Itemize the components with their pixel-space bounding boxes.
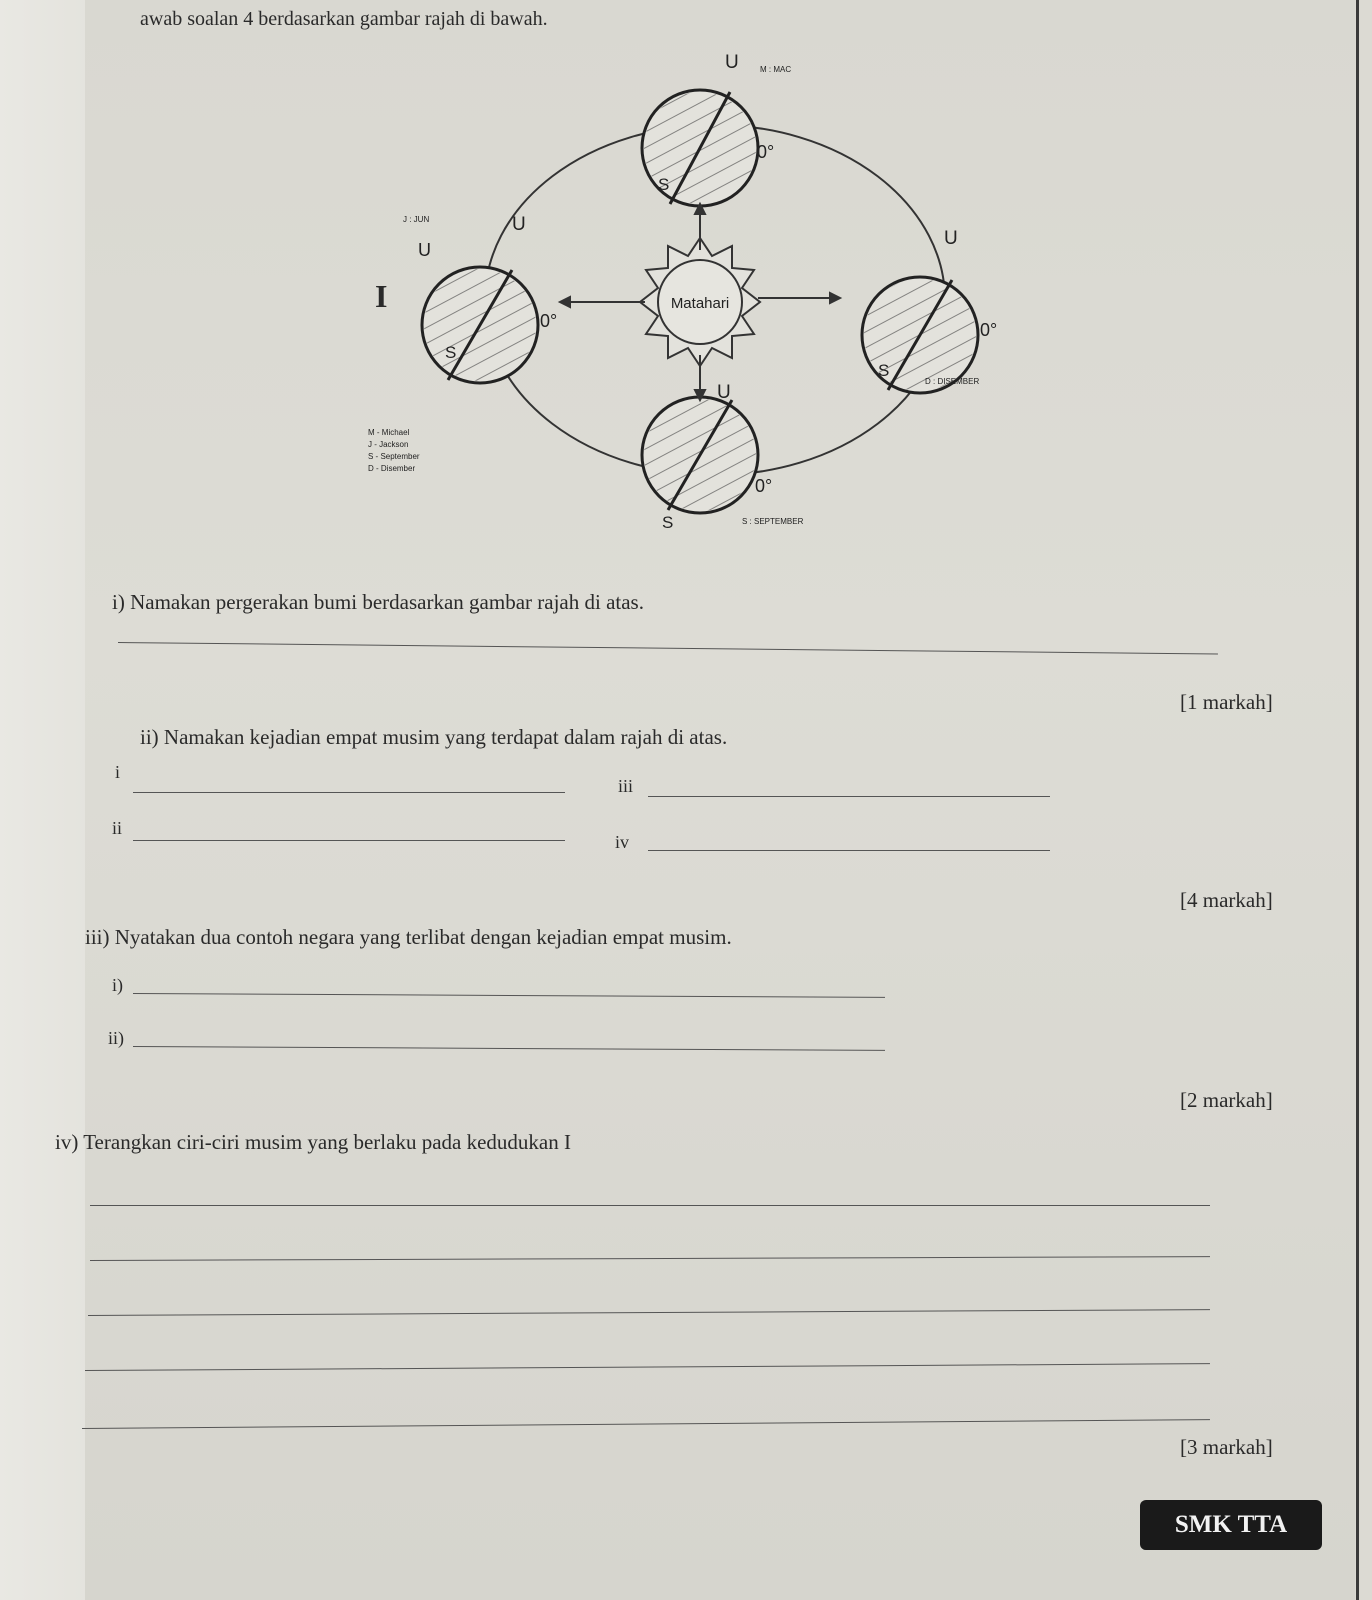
legend-item: J - Jackson bbox=[368, 440, 409, 449]
sun-label: Matahari bbox=[670, 295, 730, 312]
bottom-equator: 0° bbox=[755, 476, 773, 496]
q2-label-i: i bbox=[115, 762, 121, 782]
marks-q1: [1 markah] bbox=[1180, 690, 1273, 714]
answer-line-q2-ii[interactable] bbox=[133, 840, 565, 841]
question-1: i) Namakan pergerakan bumi berdasarkan gambar rajah di atas. bbox=[112, 590, 644, 614]
marks-q4: [3 markah] bbox=[1180, 1435, 1273, 1459]
question-4: iv) Terangkan ciri-ciri musim yang berlaku pada kedudukan I bbox=[55, 1130, 571, 1154]
answer-line-q2-iv[interactable] bbox=[648, 850, 1050, 851]
right-equator: 0° bbox=[980, 320, 998, 340]
left-south: S bbox=[445, 343, 457, 362]
legend-item: S - September bbox=[368, 452, 420, 461]
answer-line-q2-i[interactable] bbox=[133, 792, 565, 793]
q3-label-ii: ii) bbox=[108, 1028, 124, 1048]
top-south: S bbox=[658, 175, 670, 194]
top-equator: 0° bbox=[757, 142, 775, 162]
question-3: iii) Nyatakan dua contoh negara yang terlibat dengan kejadian empat musim. bbox=[85, 925, 732, 949]
marks-q2: [4 markah] bbox=[1180, 888, 1273, 912]
bottom-south: S bbox=[662, 513, 674, 532]
instruction-text: awab soalan 4 berdasarkan gambar rajah di bawah. bbox=[140, 8, 548, 30]
earth-left bbox=[422, 267, 538, 383]
right-north: U bbox=[944, 228, 958, 249]
legend-item: M - Michael bbox=[368, 428, 410, 437]
top-north: U bbox=[725, 52, 739, 73]
right-code: D : DISEMBER bbox=[925, 377, 980, 386]
bottom-north: U bbox=[717, 382, 731, 403]
bottom-code: S : SEPTEMBER bbox=[742, 517, 804, 526]
answer-line-q4-1[interactable] bbox=[90, 1205, 1210, 1206]
legend-item: D - Disember bbox=[368, 464, 416, 473]
q2-label-iii: iii bbox=[618, 776, 634, 796]
earth-bottom bbox=[642, 397, 758, 513]
q3-label-i: i) bbox=[112, 975, 123, 995]
marks-q3: [2 markah] bbox=[1180, 1088, 1273, 1112]
position-marker-I: I bbox=[375, 278, 388, 314]
page-edge bbox=[1356, 0, 1359, 1600]
school-badge: SMK TTA bbox=[1140, 1500, 1322, 1550]
q2-label-iv: iv bbox=[615, 832, 630, 852]
answer-line-q2-iii[interactable] bbox=[648, 796, 1050, 797]
left-north-b: U bbox=[418, 240, 431, 260]
question-2: ii) Namakan kejadian empat musim yang terdapat dalam rajah di atas. bbox=[140, 725, 728, 749]
left-north-a: U bbox=[512, 214, 526, 235]
top-code: M : MAC bbox=[760, 65, 792, 74]
q2-label-ii: ii bbox=[112, 818, 123, 838]
earth-orbit-diagram bbox=[340, 40, 1060, 560]
left-code: J : JUN bbox=[403, 215, 430, 224]
left-equator: 0° bbox=[540, 311, 558, 331]
right-south: S bbox=[878, 361, 890, 380]
